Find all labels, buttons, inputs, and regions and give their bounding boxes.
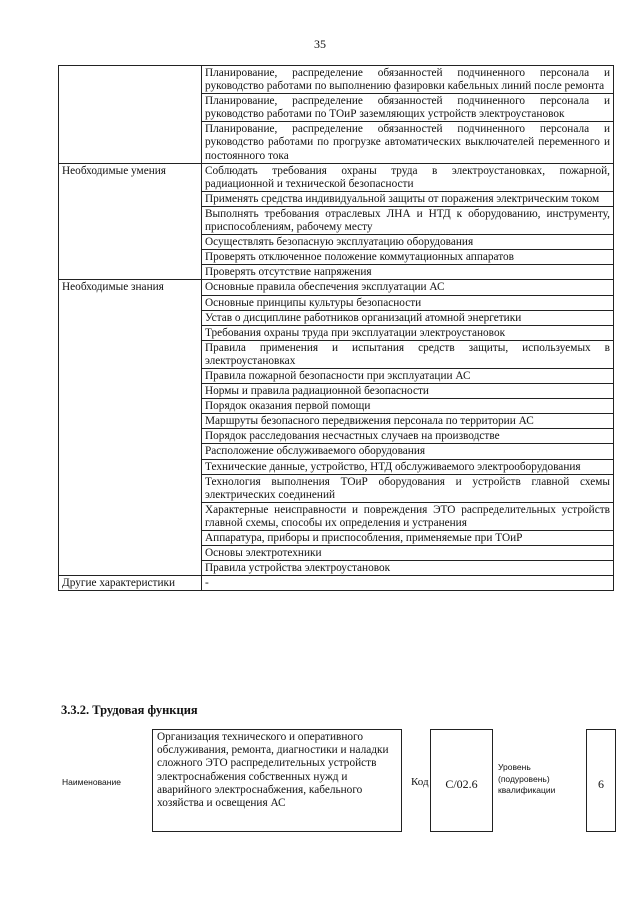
table-cell: Основные принципы культуры безопасности (202, 295, 614, 310)
table-cell: Основные правила обеспечения эксплуатации АС (202, 280, 614, 295)
table-cell: Порядок оказания первой помощи (202, 399, 614, 414)
labor-function-requirements-table (58, 65, 614, 591)
table-cell: Планирование, распределение обязанностей подчиненного персонала и руководство работами по выполнению фазировки кабельных линий после ремонта (202, 66, 614, 94)
function-name-box: Организация технического и оперативного обслуживания, ремонта, диагностики и наладки сложного ЭТО распределительных устройств электроснабжения собственных нужд и аварийного электроснабжения, кабельного хозяйства и освещения АС (152, 729, 402, 832)
page-number: 35 (314, 37, 326, 51)
table-cell: Расположение обслуживаемого оборудования (202, 444, 614, 459)
row-label: Необходимые умения (59, 163, 202, 280)
row-label: Другие характеристики (59, 576, 202, 591)
table-cell: Требования охраны труда при эксплуатации электроустановок (202, 325, 614, 340)
table-cell: Порядок расследования несчастных случаев на производстве (202, 429, 614, 444)
table-cell: Технические данные, устройство, НТД обслуживаемого электрооборудования (202, 459, 614, 474)
table-cell: Проверять отключенное положение коммутационных аппаратов (202, 250, 614, 265)
row-label (59, 66, 202, 164)
table-cell: Соблюдать требования охраны труда в электроустановках, пожарной, радиационной и технической безопасности (202, 163, 614, 191)
section-heading: 3.3.2. Трудовая функция (61, 703, 198, 717)
qualification-level-label: Уровень (подуровень) квалификации (498, 762, 556, 795)
table-cell: Выполнять требования отраслевых ЛНА и НТД к оборудованию, инструменту, приспособлениям, рабочему месту (202, 206, 614, 234)
table-row (59, 576, 614, 591)
table-row (59, 280, 614, 295)
table-cell: Основы электротехники (202, 546, 614, 561)
table-cell: Планирование, распределение обязанностей подчиненного персонала и руководство работами по ТОиР заземляющих устройств электроустановок (202, 94, 614, 122)
table-cell: Аппаратура, приборы и приспособления, применяемые при ТОиР (202, 531, 614, 546)
table-cell: Характерные неисправности и повреждения ЭТО распределительных устройств главной схемы, способы их определения и устранения (202, 502, 614, 530)
table-cell: Применять средства индивидуальной защиты от поражения электрическим током (202, 191, 614, 206)
name-label: Наименование (62, 777, 121, 787)
table-row (59, 163, 614, 191)
table-cell: Правила устройства электроустановок (202, 561, 614, 576)
table-cell: Нормы и правила радиационной безопасности (202, 384, 614, 399)
qualification-level-box: 6 (586, 729, 616, 832)
code-value-box: С/02.6 (430, 729, 493, 832)
table-cell: Правила пожарной безопасности при эксплуатации АС (202, 368, 614, 383)
code-label: Код (411, 776, 429, 788)
table-cell: - (202, 576, 614, 591)
row-label: Необходимые знания (59, 280, 202, 576)
table-row (59, 66, 614, 94)
table-cell: Устав о дисциплине работников организаций атомной энергетики (202, 310, 614, 325)
table-cell: Планирование, распределение обязанностей подчиненного персонала и руководство работами по прогрузке автоматических выключателей переменного и постоянного тока (202, 122, 614, 163)
table-cell: Осуществлять безопасную эксплуатацию оборудования (202, 235, 614, 250)
table-cell: Правила применения и испытания средств защиты, используемых в электроустановках (202, 340, 614, 368)
table-cell: Проверять отсутствие напряжения (202, 265, 614, 280)
table-cell: Технология выполнения ТОиР оборудования и устройств главной схемы электрических соединений (202, 474, 614, 502)
table-cell: Маршруты безопасного передвижения персонала по территории АС (202, 414, 614, 429)
